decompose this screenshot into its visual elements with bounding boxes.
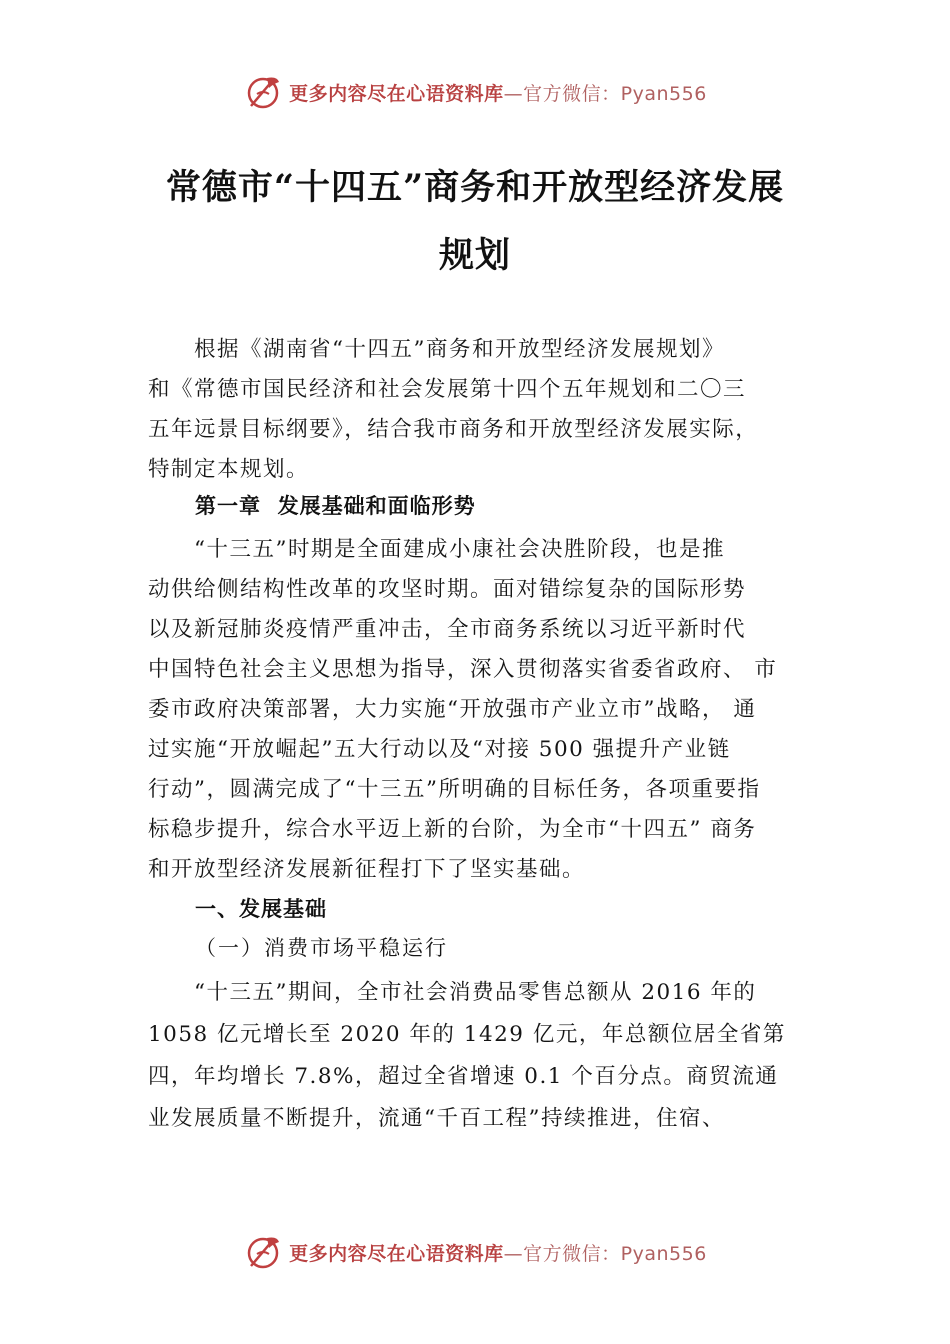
text-line: 特制定本规划。 <box>148 457 310 482</box>
subsection-heading: （一）消费市场平稳运行 <box>195 936 448 960</box>
header-watermark-banner <box>0 70 950 114</box>
document-title-line-2: 规划 <box>438 235 511 276</box>
text-line: 过实施“开放崛起”五大行动以及“对接 500 强提升产业链 <box>148 737 731 762</box>
text-line: “十三五”期间，全市社会消费品零售总额从 2016 年的 <box>194 980 757 1005</box>
text-line: 1058 亿元增长至 2020 年的 1429 亿元，年总额位居全省第 <box>148 1022 786 1047</box>
quill-seal-icon <box>243 72 283 112</box>
text-line: 标稳步提升，综合水平迈上新的台阶，为全市“十四五” 商务 <box>148 817 757 842</box>
text-line: 五年远景目标纲要》，结合我市商务和开放型经济发展实际， <box>148 417 759 442</box>
watermark-text: 更多内容尽在心语资料库—官方微信：Pyan556 <box>289 82 707 105</box>
text-line: 以及新冠肺炎疫情严重冲击，全市商务系统以习近平新时代 <box>148 617 747 642</box>
section-paragraph <box>148 972 808 1140</box>
text-line: 四，年均增长 7.8%，超过全省增速 0.1 个百分点。商贸流通 <box>148 1064 779 1089</box>
text-line: 中国特色社会主义思想为指导，深入贯彻落实省委省政府、 市 <box>148 657 778 682</box>
section-heading: 一、发展基础 <box>195 897 327 921</box>
intro-paragraph <box>148 330 808 490</box>
quill-seal-icon <box>243 1232 283 1272</box>
watermark-text: 更多内容尽在心语资料库—官方微信：Pyan556 <box>289 1242 707 1265</box>
document-title-line-1: 常德市“十四五”商务和开放型经济发展 <box>165 167 785 208</box>
text-line: 根据《湖南省“十四五”商务和开放型经济发展规划》 <box>194 337 725 362</box>
text-line: 和开放型经济发展新征程打下了坚实基础。 <box>148 857 586 882</box>
chapter-paragraph <box>148 530 808 890</box>
text-line: 动供给侧结构性改革的攻坚时期。面对错综复杂的国际形势 <box>148 577 747 602</box>
text-line: 和《常德市国民经济和社会发展第十四个五年规划和二〇三 <box>148 377 747 402</box>
footer-watermark-banner <box>0 1230 950 1274</box>
text-line: “十三五”时期是全面建成小康社会决胜阶段，也是推 <box>194 537 725 562</box>
text-line: 行动”，圆满完成了“十三五”所明确的目标任务，各项重要指 <box>148 777 761 802</box>
text-line: 业发展质量不断提升，流通“千百工程”持续推进，住宿、 <box>148 1106 725 1131</box>
text-line: 委市政府决策部署，大力实施“开放强市产业立市”战略， 通 <box>148 697 757 722</box>
chapter-heading: 第一章 发展基础和面临形势 <box>195 494 476 518</box>
